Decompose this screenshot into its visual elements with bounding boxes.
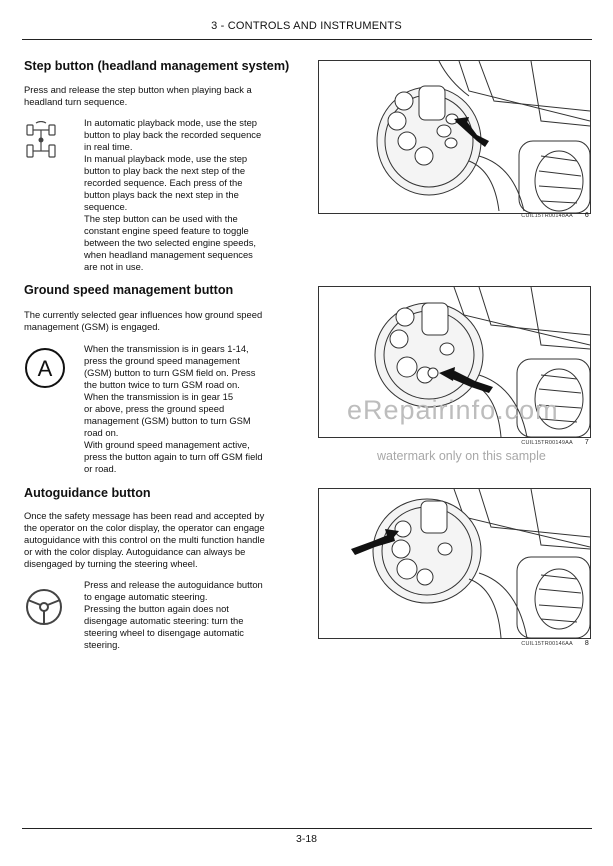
letter-a-glyph: A (37, 356, 53, 381)
section-intro-step-button: Press and release the step button when playing back a headland turn sequence. (24, 84, 252, 107)
section-body-ground-speed: When the transmission is in gears 1-14, press the ground speed management (GSM) button to turn GSM field on. Press the button twice to turn GSM road on. When the transmission is in gear 15 or above, press the ground speed management (GSM) button to turn GSM road on. With ground speed management active, press the button again to turn off GSM field or road. (84, 343, 263, 474)
section-intro-ground-speed: The currently selected gear influences how ground speed management (GSM) is engaged. (24, 309, 263, 332)
figure-8-joystick-autoguidance-button (318, 488, 591, 639)
section-body-step-button: In automatic playback mode, use the step button to play back the recorded sequence in real time. In manual playback mode, use the step button to play back the next step of the recorded sequence. Each press of the button plays back the next step in the sequence. The step button can be used with the constant engine speed feature to toggle between the two selected engine speeds, when headland management sequences are not in use. (84, 117, 262, 272)
letter-a-icon (24, 347, 66, 394)
figure-6-reference: CUIL15TR00148AA 6 (521, 212, 589, 219)
section-heading-ground-speed: Ground speed management button (24, 283, 234, 297)
figure-8-reference: CUIL15TR00146AA 8 (521, 640, 589, 647)
section-intro-autoguidance: Once the safety message has been read and accepted by the operator on the color display, the operator can engage autoguidance with this control on the multi function handle or with the color display. Autoguidance can always be disengaged by turning the steering wheel. (24, 510, 265, 569)
watermark-site: eRepairinfo.com (347, 395, 559, 425)
section-heading-autoguidance: Autoguidance button (24, 486, 151, 500)
page-number: 3-18 (295, 833, 317, 845)
header-rule (22, 39, 592, 40)
watermark-notice: watermark only on this sample (377, 449, 546, 463)
page-header: 3 - CONTROLS AND INSTRUMENTS (211, 20, 402, 32)
section-heading-step-button: Step button (headland management system) (24, 59, 290, 73)
figure-6-joystick-step-button (318, 60, 591, 214)
figure-7-reference: CUIL15TR00149AA 7 (521, 439, 589, 446)
section-body-autoguidance: Press and release the autoguidance button to engage automatic steering. Pressing the button again does not disengage automatic steering: turn the steering wheel to disengage automatic steering. (84, 579, 263, 650)
footer-rule (22, 828, 592, 829)
steering-wheel-icon (24, 587, 64, 632)
steering-axle-icon (24, 121, 58, 166)
